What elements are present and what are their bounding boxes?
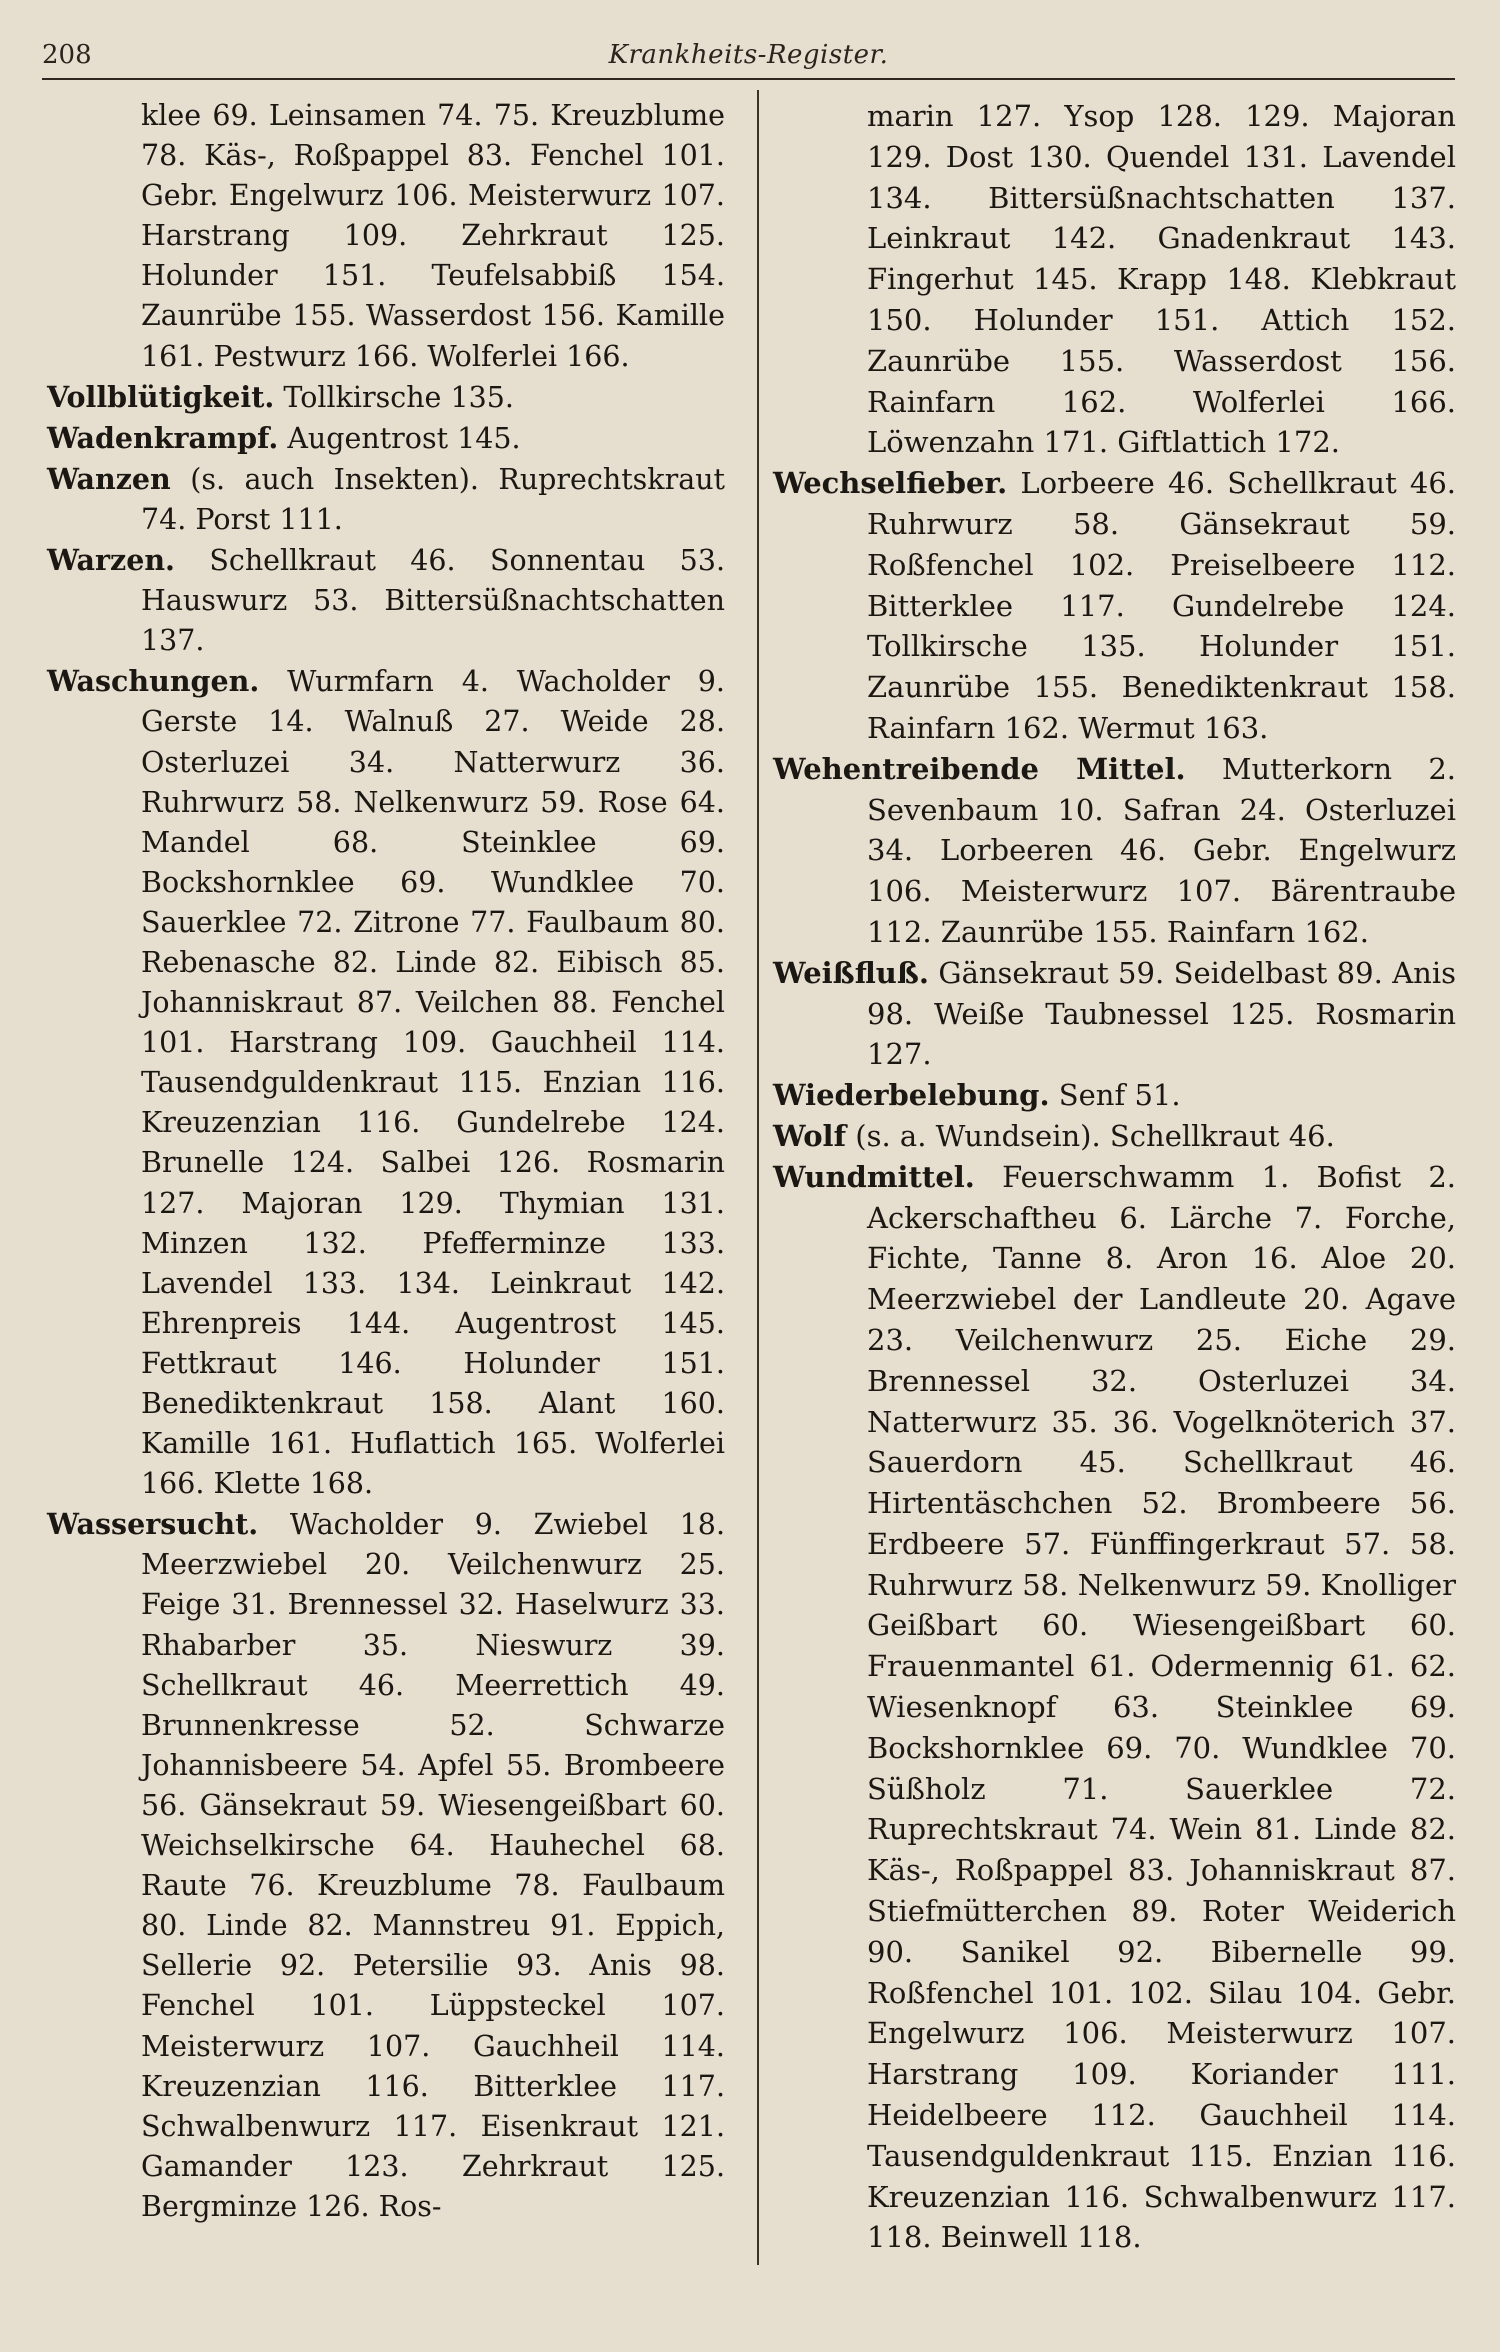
entry-text: Senf 51. (1058, 1078, 1181, 1113)
entry-term: Wehentreibende Mittel. (773, 751, 1186, 786)
entry-text: Mutterkorn 2. Sevenbaum 10. Safran 24. Osterluzei 34. Lorbeeren 46. Gebr. Engelwurz 106. Meisterwurz 107. Bärentraube 112. Zaunrübe 155. Rainfarn 162. (867, 751, 1457, 949)
entry-text: (s. auch Insekten). Ruprechtskraut 74. Porst 111. (141, 462, 726, 536)
entry-text: Tollkirsche 135. (283, 380, 514, 414)
entry-text: Wacholder 9. Zwiebel 18. Meerzwiebel 20. Veilchenwurz 25. Feige 31. Brennessel 32. Haselwurz 33. Rhabarber 35. Nieswurz 39. Schellkraut 46. Meerrettich 49. Brunnenkresse 52. Schwarze Johannisbeere 54. Apfel 55. Brombeere 56. Gänsekraut 59. Wiesengeißbart 60. Weichselkirsche 64. Hauhechel 68. Raute 76. Kreuzblume 78. Faulbaum 80. Linde 82. Mannstreu 91. Eppich, Sellerie 92. Petersilie 93. Anis 98. Fenchel 101. Lüppsteckel 107. Meisterwurz 107. Gauchheil 114. Kreuzenzian 116. Bitterklee 117. Schwalbenwurz 117. Eisenkraut 121. Gamander 123. Zehrkraut 125. Bergminze 126. Ros- (141, 1508, 726, 2223)
entry-text: klee 69. Leinsamen 74. 75. Kreuzblume 78. Käs-, Roßpappel 83. Fenchel 101. Gebr. Engelwurz 106. Meisterwurz 107. Harstrang 109. Zehrkraut 125. Holunder 151. Teufelsabbiß 154. Zaunrübe 155. Wasserdost 156. Kamille 161. Pestwurz 166. Wolferlei 166. (141, 99, 725, 373)
entry-term: Wadenkrampf. (47, 420, 279, 455)
index-entry (773, 1116, 1456, 1157)
left-column (47, 96, 725, 2227)
entry-text: Feuerschwamm 1. Bofist 2. Ackerschaftheu 6. Lärche 7. Forche, Fichte, Tanne 8. Aron 16. Aloe 20. Meerzwiebel der Landleute 20. Agave 23. Veilchenwurz 25. Eiche 29. Brennessel 32. Osterluzei 34. Natterwurz 35. 36. Vogelknöterich 37. Sauerdorn 45. Schellkraut 46. Hirtentäschchen 52. Brombeere 56. Erdbeere 57. Fünffingerkraut 57. 58. Ruhrwurz 58. Nelkenwurz 59. Knolliger Geißbart 60. Wiesengeißbart 60. Frauenmantel 61. Odermennig 61. 62. Wiesenknopf 63. Steinklee 69. Bockshornklee 69. 70. Wundklee 70. Süßholz 71. Sauerklee 72. Ruprechtskraut 74. Wein 81. Linde 82. Käs-, Roßpappel 83. Johanniskraut 87. Stiefmütterchen 89. Roter Weiderich 90. Sanikel 92. Bibernelle 99. Roßfenchel 101. 102. Silau 104. Gebr. Engelwurz 106. Meisterwurz 107. Harstrang 109. Koriander 111. Heidelbeere 112. Gauchheil 114. Tausendguldenkraut 115. Enzian 116. Kreuzenzian 116. Schwalbenwurz 117. 118. Beinwell 118. (867, 1159, 1456, 2255)
index-entry (47, 661, 725, 1504)
column-divider (757, 90, 759, 2265)
index-entry (47, 377, 725, 418)
entry-text: Lorbeere 46. Schellkraut 46. Ruhrwurz 58. Gänsekraut 59. Roßfenchel 102. Preiselbeere 112. Bitterklee 117. Gundelrebe 124. Tollkirsche 135. Holunder 151. Zaunrübe 155. Benediktenkraut 158. Rainfarn 162. Wermut 163. (867, 466, 1456, 745)
entry-term: Wiederbelebung. (773, 1078, 1050, 1113)
index-entry (773, 96, 1456, 463)
entry-term: Wassersucht. (47, 1507, 259, 1542)
entry-text: marin 127. Ysop 128. 129. Majoran 129. Dost 130. Quendel 131. Lavendel 134. Bittersüßnachtschatten 137. Leinkraut 142. Gnadenkraut 143. Fingerhut 145. Krapp 148. Klebkraut 150. Holunder 151. Attich 152. Zaunrübe 155. Wasserdost 156. Rainfarn 162. Wolferlei 166. Löwenzahn 171. Giftlattich 172. (867, 99, 1456, 460)
index-entry (47, 418, 725, 459)
index-entry (773, 749, 1456, 953)
page-number: 208 (42, 40, 92, 70)
entry-term: Wolf (773, 1118, 847, 1153)
entry-term: Vollblütigkeit. (47, 379, 275, 414)
entry-term: Wechselfieber. (773, 466, 1008, 501)
entry-text: (s. a. Wundsein). Schellkraut 46. (855, 1118, 1335, 1153)
entry-term: Weißfluß. (773, 955, 930, 990)
index-entry (47, 540, 725, 661)
entry-term: Wundmittel. (773, 1159, 975, 1194)
index-entry (47, 459, 725, 540)
index-entry (47, 1504, 725, 2227)
header-rule (42, 78, 1455, 80)
page-header (42, 38, 1455, 78)
entry-text: Augentrost 145. (287, 421, 521, 455)
index-entry (47, 96, 725, 377)
entry-term: Warzen. (47, 543, 175, 578)
index-entry (773, 1157, 1456, 2259)
index-entry (773, 953, 1456, 1075)
running-title: Krankheits-Register. (608, 40, 889, 70)
index-entry (773, 1075, 1456, 1116)
right-column (773, 96, 1456, 2258)
entry-text: Wurmfarn 4. Wacholder 9. Gerste 14. Walnuß 27. Weide 28. Osterluzei 34. Natterwurz 36. Ruhrwurz 58. Nelkenwurz 59. Rose 64. Mandel 68. Steinklee 69. Bockshornklee 69. Wundklee 70. Sauerklee 72. Zitrone 77. Faulbaum 80. Rebenasche 82. Linde 82. Eibisch 85. Johanniskraut 87. Veilchen 88. Fenchel 101. Harstrang 109. Gauchheil 114. Tausendguldenkraut 115. Enzian 116. Kreuzenzian 116. Gundelrebe 124. Brunelle 124. Salbei 126. Rosmarin 127. Majoran 129. Thymian 131. Minzen 132. Pfefferminze 133. Lavendel 133. 134. Leinkraut 142. Ehrenpreis 144. Augentrost 145. Fettkraut 146. Holunder 151. Benediktenkraut 158. Alant 160. Kamille 161. Huflattich 165. Wolferlei 166. Klette 168. (141, 665, 725, 1501)
index-entry (773, 463, 1456, 749)
entry-text: Schellkraut 46. Sonnentau 53. Hauswurz 53. Bittersüßnachtschatten 137. (141, 544, 726, 658)
entry-term: Waschungen. (47, 664, 260, 699)
entry-term: Wanzen (47, 461, 171, 496)
entry-text: Gänsekraut 59. Seidelbast 89. Anis 98. Weiße Taubnessel 125. Rosmarin 127. (867, 955, 1456, 1072)
